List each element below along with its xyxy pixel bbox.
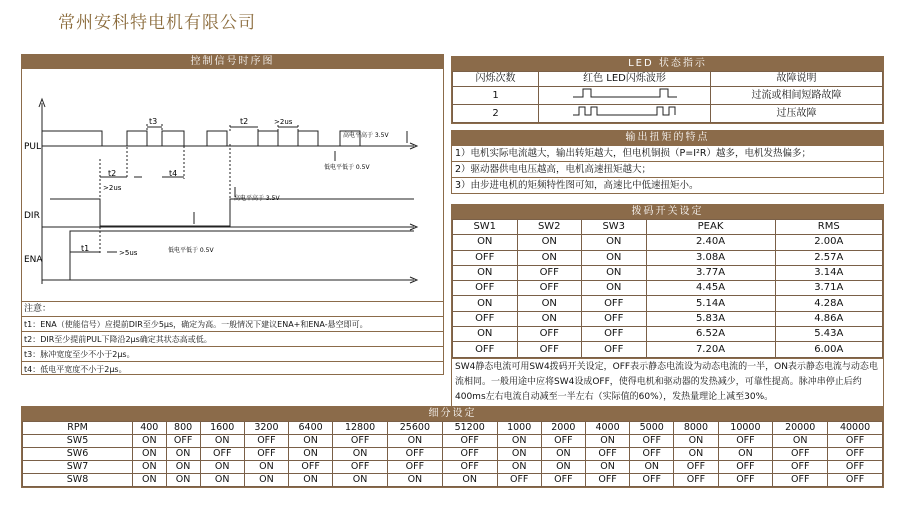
subdiv-cell: OFF [585,448,629,461]
dip-cell: OFF [582,296,647,311]
dip-cell: ON [453,235,518,250]
dip-cell: 2.40A [646,235,775,250]
notes-title: 注意： [22,301,443,316]
subdiv-cell: ON [200,461,244,474]
subdivision-table [22,421,883,487]
dip-cell: OFF [582,342,647,357]
subdiv-cell: OFF [773,474,828,487]
subdiv-cell: OFF [630,474,674,487]
subdiv-cell: ON [166,461,200,474]
subdiv-cell: OFF [387,461,442,474]
dip-cell: 5.83A [646,311,775,326]
dir-label: DIR [24,211,40,221]
dip-cell: ON [582,235,647,250]
subdiv-cell: ON [718,448,773,461]
t2-label-b: t2 [240,117,249,126]
led-header-count: 闪烁次数 [453,72,539,87]
subdivision-panel [21,406,884,488]
table-row [453,327,883,342]
table-row [23,474,883,487]
dip-cell: ON [517,250,582,265]
subdiv-cell: ON [133,461,167,474]
subdiv-cell: OFF [828,448,883,461]
dip-cell: OFF [517,265,582,280]
dip-header: RMS [775,220,883,235]
subdiv-cell: ON [166,448,200,461]
dip-cell: OFF [517,327,582,342]
subdiv-cell: 5000 [630,422,674,435]
subdiv-cell: ON [585,461,629,474]
dip-cell: 3.14A [775,265,883,280]
subdiv-cell: ON [497,461,541,474]
subdiv-cell: ON [289,474,333,487]
table-row [453,342,883,357]
table-row [453,250,883,265]
subdiv-cell: ON [333,448,388,461]
subdiv-cell: OFF [773,461,828,474]
dip-title: 拨码开关设定 [452,205,883,219]
feature-item: 3）由步进电机的矩频特性图可知，高速比中低速扭矩小。 [452,177,883,193]
table-row [23,435,883,448]
feature-item: 2）驱动器供电电压越高，电机高速扭矩越大； [452,161,883,177]
dip-cell: ON [453,327,518,342]
subdiv-cell: ON [541,461,585,474]
dip-cell: 5.43A [775,327,883,342]
subdiv-cell: ON [773,435,828,448]
dip-header: SW1 [453,220,518,235]
t3-label: t3 [149,117,158,126]
table-row [453,281,883,296]
table-row [23,461,883,474]
table-row [23,448,883,461]
note-item: t4：低电平宽度不小于2μs。 [22,361,443,376]
subdiv-cell: 10000 [718,422,773,435]
subdiv-cell: ON [200,435,244,448]
note-item: t3：脉冲宽度至少不小于2μs。 [22,346,443,361]
dip-cell: OFF [517,342,582,357]
subdiv-cell: 4000 [585,422,629,435]
dip-cell: OFF [517,281,582,296]
torque-features-panel [451,130,884,194]
dip-cell: OFF [453,281,518,296]
dip-cell: 6.00A [775,342,883,357]
dip-header: SW2 [517,220,582,235]
dip-cell: ON [517,235,582,250]
subdiv-cell: ON [244,461,288,474]
subdiv-cell: ON [674,435,718,448]
subdiv-cell: OFF [289,461,333,474]
subdiv-cell: RPM [23,422,133,435]
subdiv-cell: ON [289,435,333,448]
subdiv-cell: ON [541,448,585,461]
table-row [453,235,883,250]
table-row [453,265,883,280]
led-desc: 过流或相间短路故障 [711,87,883,105]
subdiv-cell: ON [333,474,388,487]
dip-cell: 7.20A [646,342,775,357]
subdiv-cell: 51200 [442,422,497,435]
led-desc: 过压故障 [711,105,883,123]
led-title: LED 状态指示 [452,57,883,71]
subdiv-cell: OFF [828,435,883,448]
subdiv-cell: 2000 [541,422,585,435]
subdiv-cell: 1000 [497,422,541,435]
subdiv-cell: 40000 [828,422,883,435]
subdiv-cell: OFF [630,448,674,461]
dip-cell: 4.45A [646,281,775,296]
t2-label-a: t2 [108,169,117,178]
subdiv-cell: OFF [541,435,585,448]
subdiv-cell: 8000 [674,422,718,435]
subdiv-cell: ON [133,448,167,461]
dip-cell: 4.28A [775,296,883,311]
subdiv-cell: ON [387,435,442,448]
subdiv-cell: OFF [773,448,828,461]
subdiv-cell: 12800 [333,422,388,435]
led-header-wave: 红色 LED闪烁波形 [539,72,711,87]
pul-label: PUL [24,142,42,152]
table-row [453,311,883,326]
dip-cell: ON [453,265,518,280]
dip-cell: OFF [453,311,518,326]
dip-cell: 2.57A [775,250,883,265]
note-item: t1：ENA（使能信号）应提前DIR至少5μs，确定为高。一般情况下建议ENA+和ENA-悬空即可。 [22,316,443,331]
subdiv-cell: 20000 [773,422,828,435]
subdiv-cell: 1600 [200,422,244,435]
subdiv-cell: ON [133,474,167,487]
subdiv-cell: OFF [497,474,541,487]
subdiv-cell: OFF [674,474,718,487]
dip-cell: 2.00A [775,235,883,250]
dip-cell: ON [582,281,647,296]
timing-title: 控制信号时序图 [22,55,443,69]
subdiv-cell: 25600 [387,422,442,435]
dip-cell: 3.08A [646,250,775,265]
dip-cell: OFF [582,327,647,342]
subdiv-cell: 400 [133,422,167,435]
dip-cell: ON [453,296,518,311]
low-label-2: 低电平低于 0.5V [168,247,214,254]
subdivision-title: 细分设定 [22,407,883,421]
subdiv-cell: OFF [333,461,388,474]
subdiv-cell: SW6 [23,448,133,461]
subdiv-cell: 6400 [289,422,333,435]
high-label-1: 高电平高于 3.5V [343,132,389,139]
timing-diagram [22,69,443,301]
dip-cell: ON [582,250,647,265]
led-panel [451,56,884,124]
dip-cell: 4.86A [775,311,883,326]
company-title: 常州安科特电机有限公司 [58,13,256,33]
subdiv-cell: SW8 [23,474,133,487]
subdiv-cell: OFF [442,448,497,461]
dip-switch-panel [451,204,884,407]
subdiv-cell: ON [133,435,167,448]
subdiv-cell: OFF [442,461,497,474]
subdiv-cell: OFF [166,435,200,448]
dip-cell: 3.77A [646,265,775,280]
led-header-desc: 故障说明 [711,72,883,87]
subdiv-cell: SW5 [23,435,133,448]
dip-header: PEAK [646,220,775,235]
subdiv-cell: ON [497,448,541,461]
subdiv-cell: OFF [442,435,497,448]
subdiv-cell: OFF [674,461,718,474]
subdiv-cell: ON [200,474,244,487]
timing-panel [21,54,444,375]
dip-cell: 3.71A [775,281,883,296]
subdiv-cell: OFF [200,448,244,461]
table-row [453,296,883,311]
subdiv-cell: ON [674,448,718,461]
dip-cell: 6.52A [646,327,775,342]
dip-cell: OFF [453,342,518,357]
subdiv-cell: OFF [244,448,288,461]
led-count: 2 [453,105,539,123]
feature-item: 1）电机实际电流越大，输出转矩越大，但电机铜损（P=I²R）越多，电机发热偏多； [452,145,883,161]
subdiv-cell: ON [442,474,497,487]
subdiv-cell: SW7 [23,461,133,474]
dip-cell: 5.14A [646,296,775,311]
led-waveform [539,105,711,123]
t1-label: t1 [81,244,90,253]
gt2us-label-a: >2us [103,184,122,192]
subdiv-cell: OFF [244,435,288,448]
features-title: 输出扭矩的特点 [452,131,883,145]
subdiv-cell: ON [289,448,333,461]
subdiv-cell: 3200 [244,422,288,435]
subdiv-cell: OFF [718,435,773,448]
subdiv-cell: OFF [630,435,674,448]
subdiv-cell: ON [630,461,674,474]
subdiv-cell: OFF [585,474,629,487]
dip-table [452,219,883,358]
ena-label: ENA [24,255,43,265]
subdiv-cell: OFF [718,461,773,474]
subdiv-cell: OFF [541,474,585,487]
subdiv-cell: ON [497,435,541,448]
note-item: t2：DIR至少提前PUL下降沿2μs确定其状态高或低。 [22,331,443,346]
subdiv-cell: OFF [718,474,773,487]
subdiv-cell: OFF [828,474,883,487]
dip-cell: ON [517,311,582,326]
subdiv-cell: ON [244,474,288,487]
subdiv-cell: OFF [333,435,388,448]
dip-header: SW3 [582,220,647,235]
gt2us-label-b: >2us [274,118,293,126]
subdiv-cell: ON [585,435,629,448]
table-row [23,422,883,435]
subdiv-cell: OFF [387,448,442,461]
high-label-2: 高电平高于 3.5V [234,195,280,202]
led-waveform [539,87,711,105]
dip-note: SW4静态电流可用SW4拨码开关设定，OFF表示静态电流设为动态电流的一半，ON表示静态电流与动态电流相同。一般用途中应将SW4设成OFF，使得电机和驱动器的发热减少，可靠性提高。脉冲串停止后约400ms左右电流自动减至一半左右（实际值的60%），发热量理论上减至30%。 [452,358,883,406]
dip-cell: OFF [582,311,647,326]
gt5us-label: >5us [119,249,138,257]
dip-cell: ON [517,296,582,311]
dip-cell: ON [582,265,647,280]
dip-cell: OFF [453,250,518,265]
t4-label: t4 [169,169,178,178]
subdiv-cell: OFF [828,461,883,474]
subdiv-cell: 800 [166,422,200,435]
led-count: 1 [453,87,539,105]
subdiv-cell: ON [387,474,442,487]
low-label-1: 低电平低于 0.5V [324,164,370,171]
subdiv-cell: ON [166,474,200,487]
